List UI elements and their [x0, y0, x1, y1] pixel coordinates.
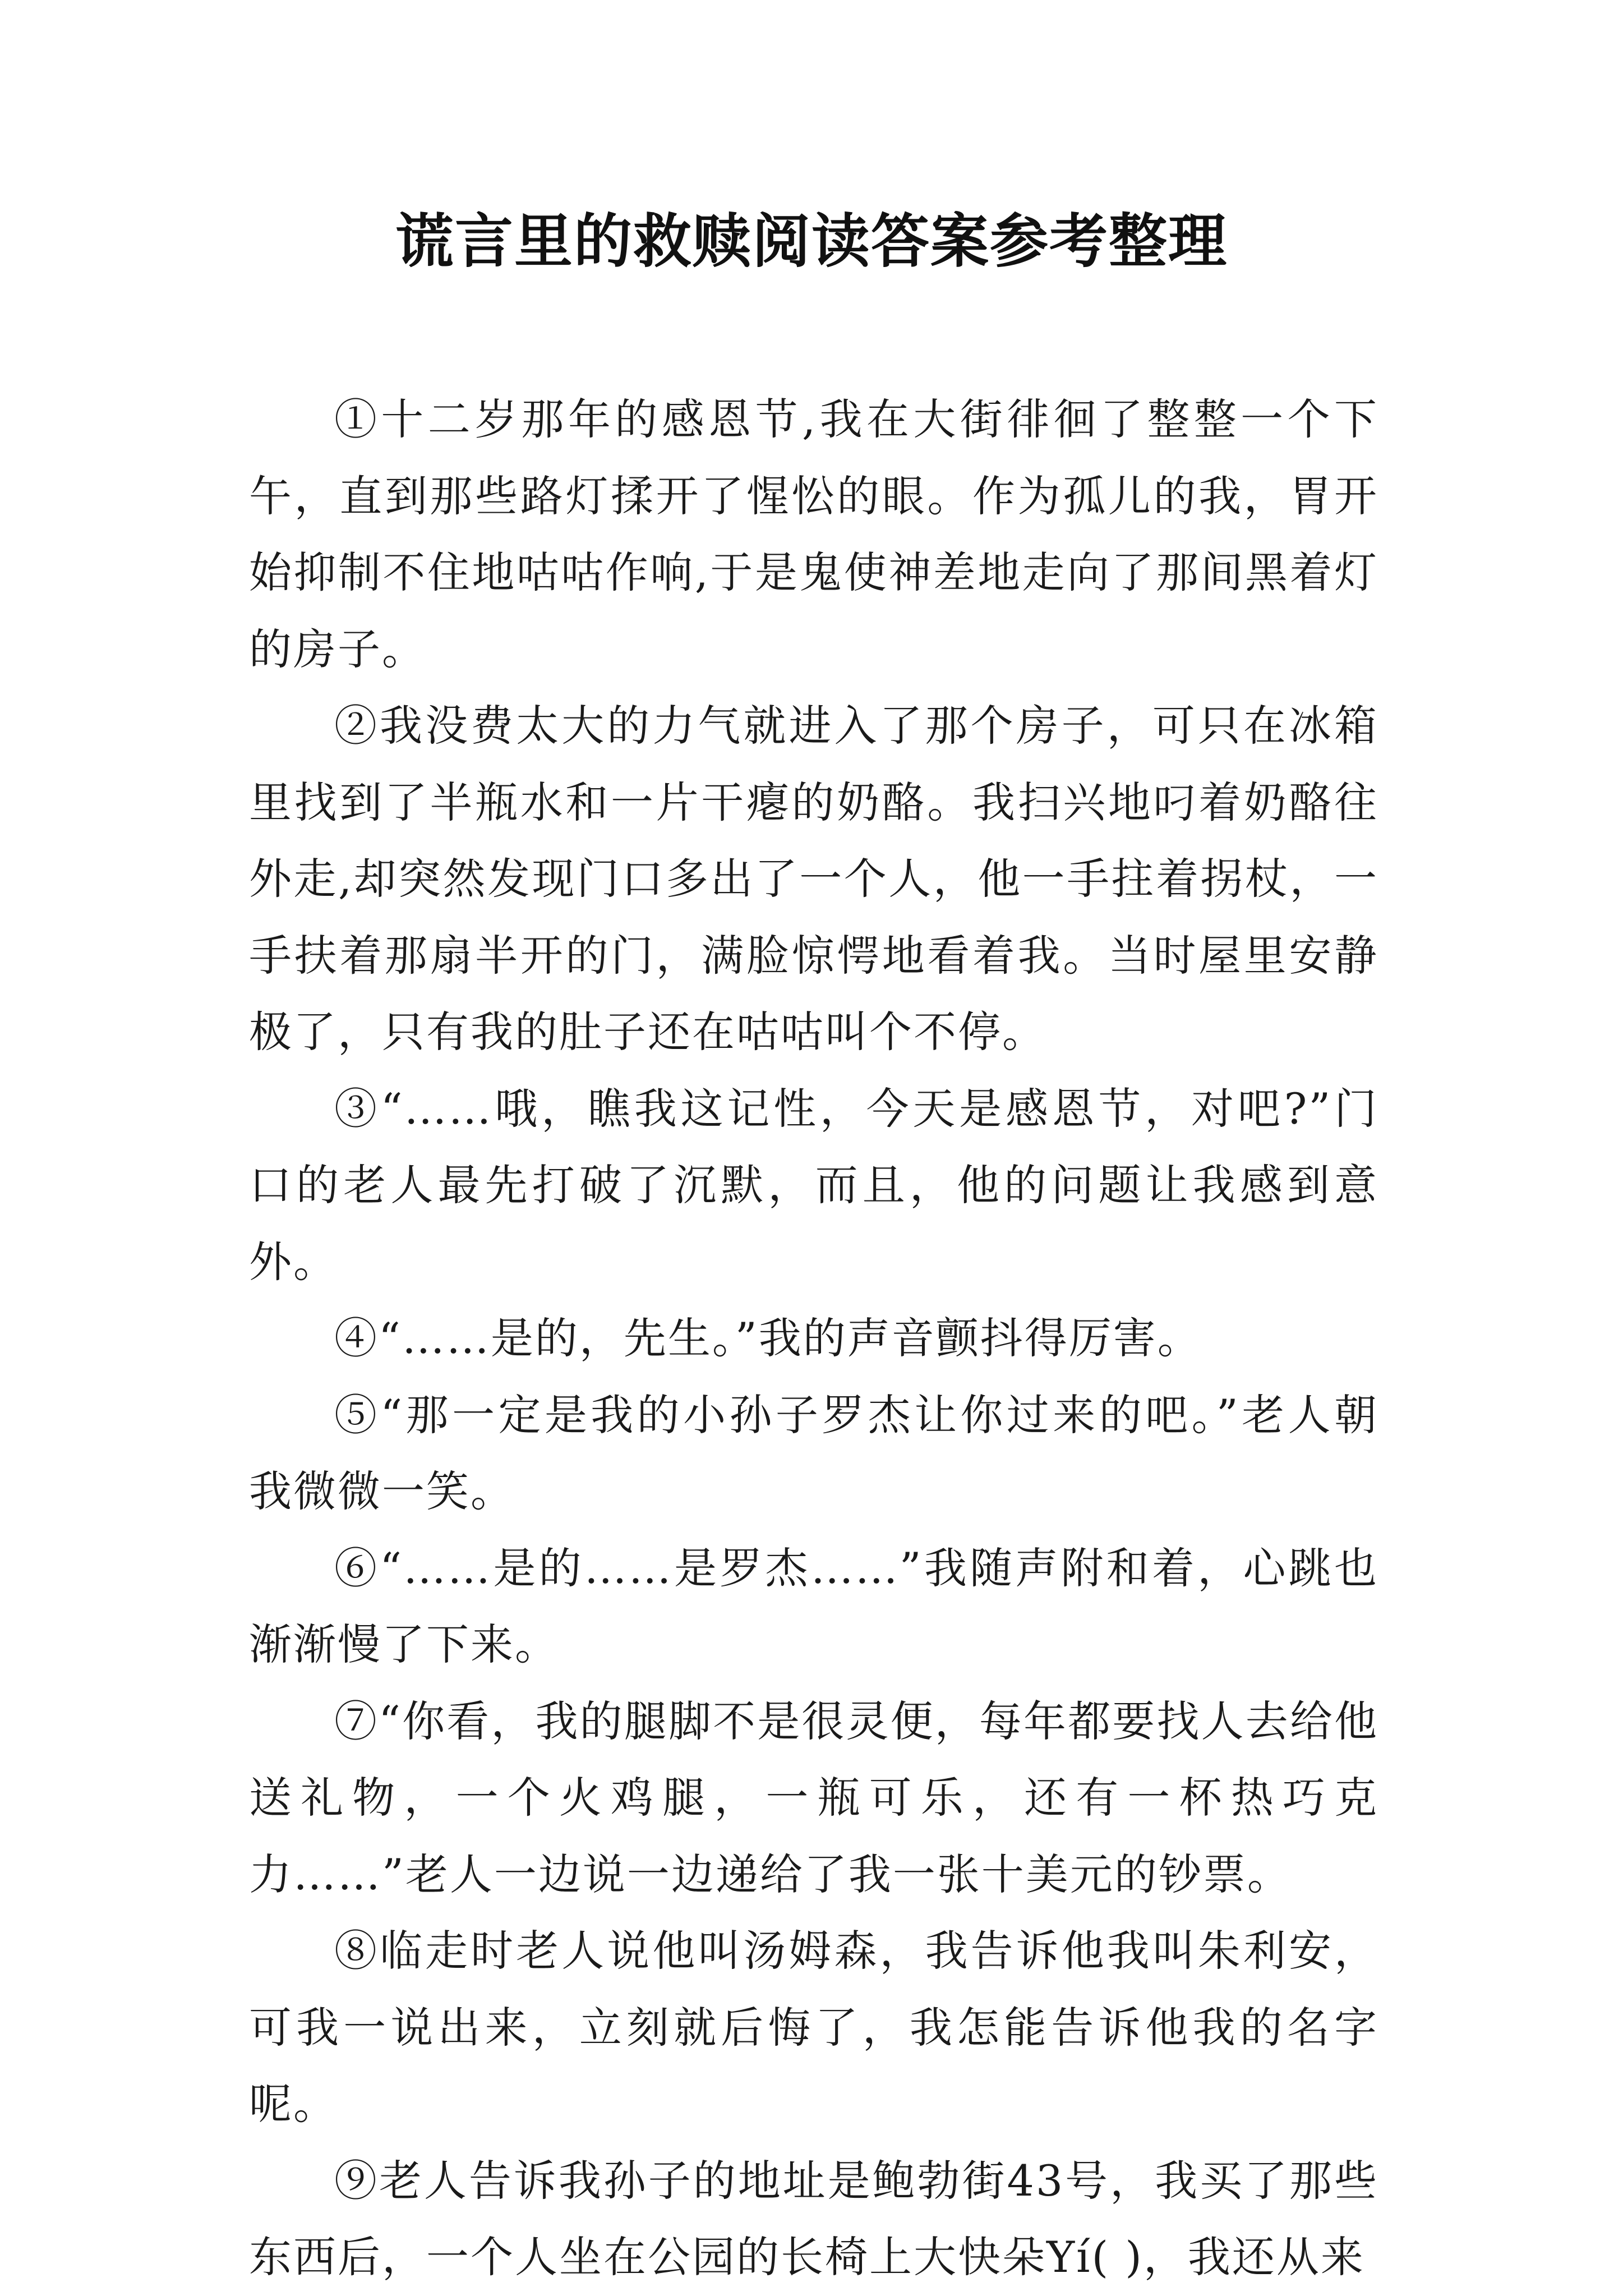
paragraph-5: ⑤“那一定是我的小孙子罗杰让你过来的吧。”老人朝我微微一笑。: [249, 1389, 1378, 1516]
paragraph-4: ④“……是的，先生。”我的声音颤抖得厉害。: [334, 1313, 1202, 1363]
document-body: [249, 381, 1378, 2296]
paragraph-9: ⑨老人告诉我孙子的地址是鲍勃街43号，我买了那些东西后，一个人坐在公园的长椅上大快朵Yí( )，我还从来: [249, 2155, 1378, 2282]
paragraph-6: ⑥“……是的……是罗杰……”我随声附和着，心跳也渐渐慢了下来。: [249, 1543, 1378, 1669]
document-title: 谎言里的救赎阅读答案参考整理: [395, 206, 1228, 275]
paragraph-3: ③“……哦，瞧我这记性，今天是感恩节，对吧?”门口的老人最先打破了沉默，而且，他的问题让我感到意外。: [249, 1083, 1378, 1287]
paragraph-1: ①十二岁那年的感恩节,我在大街徘徊了整整一个下午，直到那些路灯揉开了惺忪的眼。作为孤儿的我，胃开始抑制不住地咕咕作响,于是鬼使神差地走向了那间黑着灯的房子。: [249, 394, 1378, 674]
paragraph-8: ⑧临走时老人说他叫汤姆森，我告诉他我叫朱利安，可我一说出来，立刻就后悔了，我怎能告诉他我的名字呢。: [249, 1926, 1378, 2129]
paragraph-7: ⑦“你看，我的腿脚不是很灵便，每年都要找人去给他送礼物，一个火鸡腿，一瓶可乐，还有一杯热巧克力……”老人一边说一边递给了我一张十美元的钞票。: [249, 1696, 1378, 1899]
paragraph-2: ②我没费太大的力气就进入了那个房子，可只在冰箱里找到了半瓶水和一片干瘪的奶酪。我扫兴地叼着奶酪往外走,却突然发现门口多出了一个人，他一手拄着拐杖，一手扶着那扇半开的门，满脸惊愕地看着我。当时屋里安静极了，只有我的肚子还在咕咕叫个不停。: [249, 701, 1378, 1057]
